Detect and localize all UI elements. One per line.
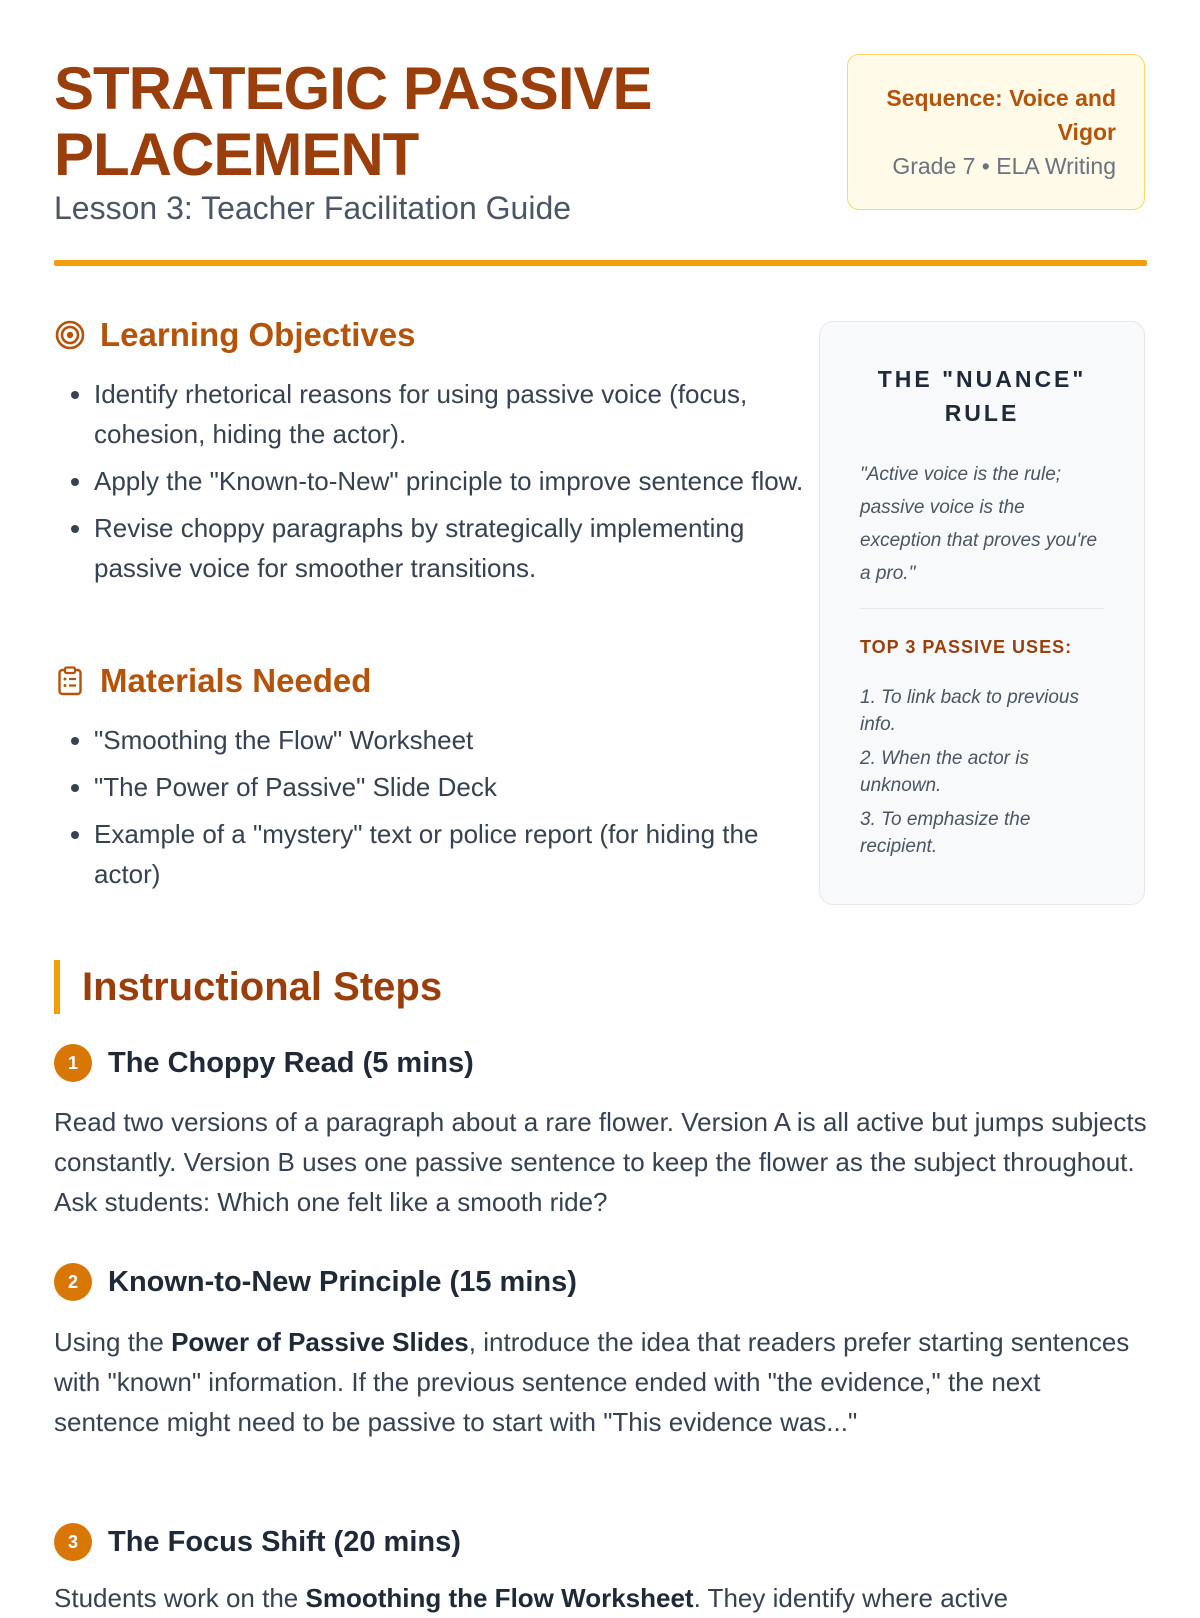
list-item: • "The Power of Passive" Slide Deck	[94, 767, 824, 807]
step-2-body	[54, 1322, 1147, 1442]
steps-heading: Instructional Steps	[54, 960, 442, 1014]
page-subtitle: Lesson 3: Teacher Facilitation Guide	[54, 190, 572, 226]
passive-uses-heading: TOP 3 PASSIVE USES:	[860, 637, 1073, 657]
step-title: Known-to-New Principle (15 mins)	[108, 1265, 577, 1298]
objectives-title: Learning Objectives	[100, 316, 416, 353]
step-1-body: Read two versions of a paragraph about a rare flower. Version A is all active but jumps subjects constantly. Version B uses one passive sentence to keep the flower as the subject throughout. Ask students: Which one felt like a smooth ride?	[54, 1107, 1147, 1217]
nuance-quote: "Active voice is the rule; passive voice is the exception that proves you're a pro."	[860, 458, 1104, 609]
nuance-title: THE "NUANCE" RULE	[877, 366, 1087, 426]
worksheet-reference: Smoothing the Flow Worksheet	[305, 1583, 694, 1613]
objectives-list	[54, 374, 824, 595]
sequence-label: Sequence: Voice and Vigor	[886, 85, 1116, 145]
step-2-body-text: , introduce the idea that readers prefer starting sentences with "known" information. If the previous sentence ended with "the evidence," the next sentence might need to be passive to start with "This evidence was..."	[54, 1327, 1130, 1437]
step-3-heading	[54, 1523, 461, 1561]
step-title: The Choppy Read (5 mins)	[108, 1046, 474, 1079]
step-3-body	[54, 1578, 1147, 1618]
clipboard-icon	[54, 665, 86, 697]
list-item: • Apply the "Known-to-New" principle to improve sentence flow.	[94, 461, 824, 501]
target-icon	[54, 319, 86, 351]
step-number-badge: 1	[54, 1044, 92, 1082]
list-item: • Example of a "mystery" text or police report (for hiding the actor)	[94, 814, 824, 894]
lesson-page	[54, 0, 1147, 1613]
step-2-heading	[54, 1263, 577, 1301]
passive-use-item: 1. To link back to previous info.	[860, 687, 1079, 735]
step-1-heading	[54, 1044, 474, 1082]
passive-use-item: 2. When the actor is unknown.	[860, 748, 1029, 796]
list-item: • Identify rhetorical reasons for using passive voice (focus, cohesion, hiding the actor).	[94, 374, 824, 454]
step-number-badge: 3	[54, 1523, 92, 1561]
materials-list	[54, 720, 824, 901]
slides-reference: Power of Passive Slides	[171, 1327, 469, 1357]
page-title: STRATEGIC PASSIVE PLACEMENT	[54, 55, 652, 188]
step-number-badge: 2	[54, 1263, 92, 1301]
passive-use-item: 3. To emphasize the recipient.	[860, 809, 1031, 857]
header-divider	[54, 260, 1147, 266]
step-3-body-text: Students work on the	[54, 1583, 306, 1613]
list-item: • "Smoothing the Flow" Worksheet	[94, 720, 824, 760]
list-item: • Revise choppy paragraphs by strategically implementing passive voice for smoother transitions.	[94, 508, 824, 588]
step-title: The Focus Shift (20 mins)	[108, 1525, 461, 1558]
step-3-body-text: . They identify where active	[693, 1583, 1009, 1613]
nuance-rule-card	[819, 321, 1145, 905]
materials-heading	[54, 662, 371, 700]
objectives-heading	[54, 316, 415, 354]
step-2-body-text: Using the	[54, 1327, 172, 1357]
sequence-info-box	[847, 54, 1145, 210]
materials-title: Materials Needed	[100, 662, 372, 699]
grade-subject-meta: Grade 7 • ELA Writing	[892, 153, 1116, 179]
